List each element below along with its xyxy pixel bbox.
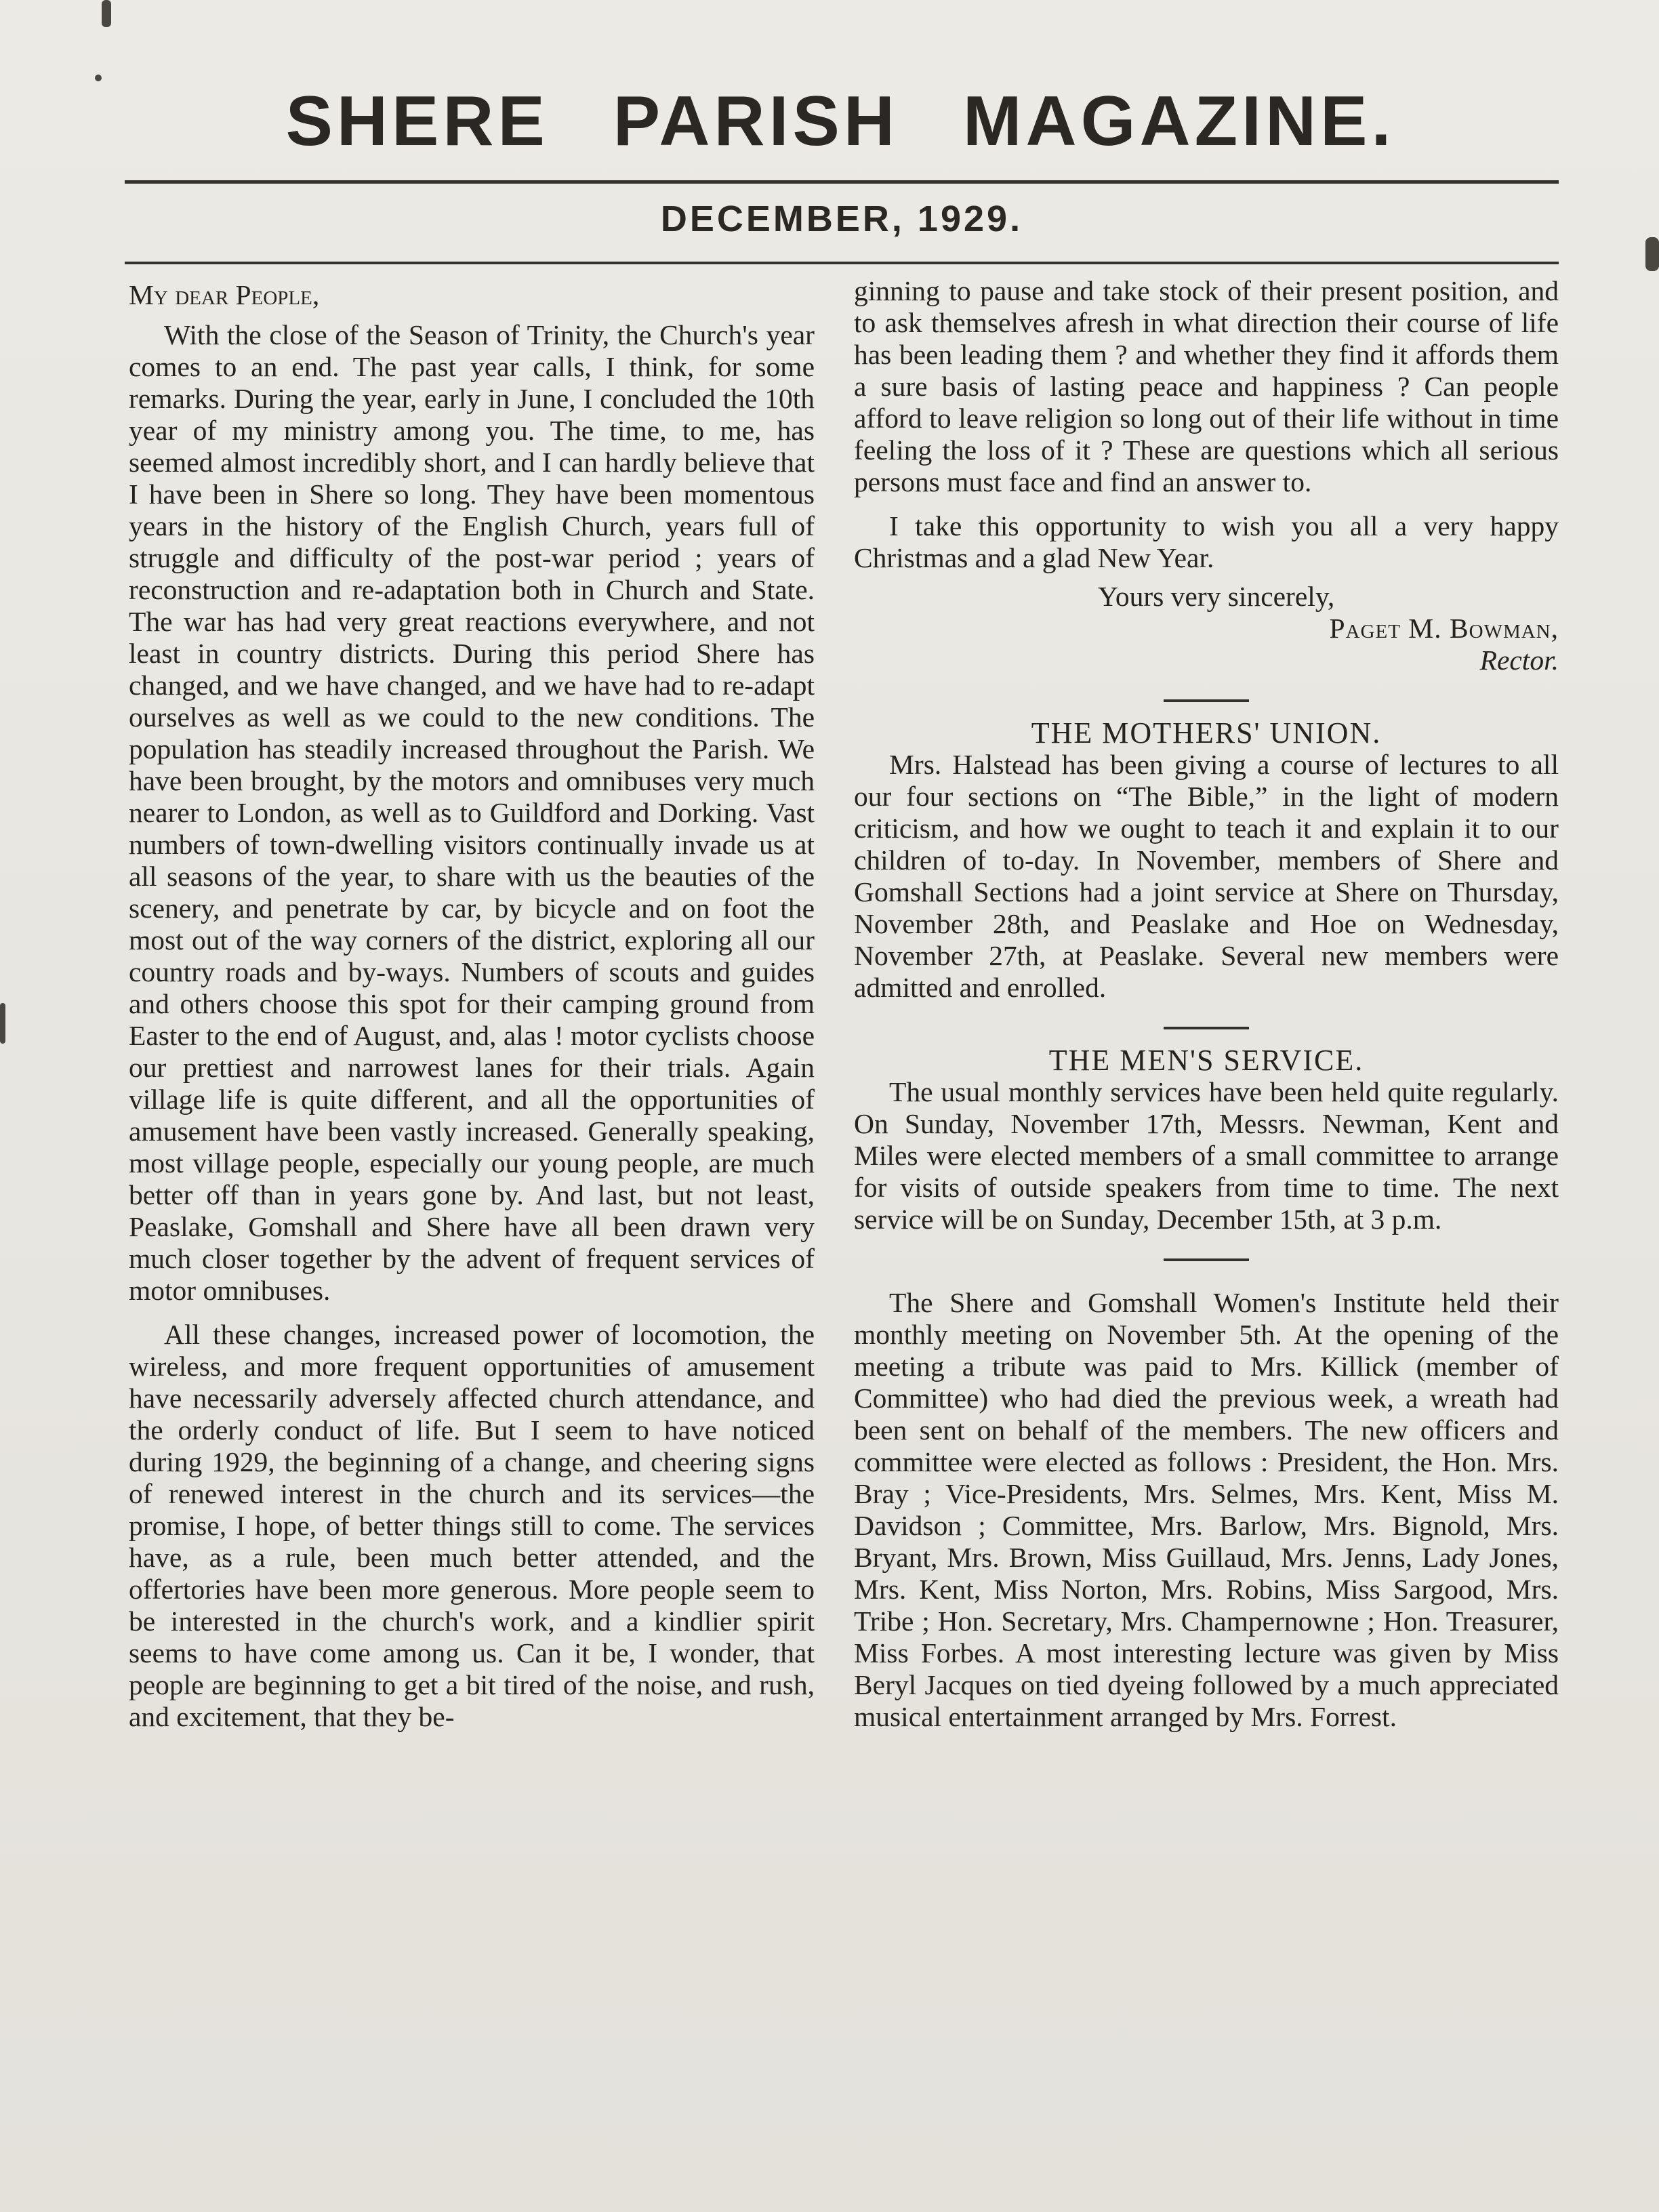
letter-salutation: My dear People,: [129, 279, 320, 310]
mothers-union-heading: THE MOTHERS' UNION.: [1031, 716, 1382, 750]
ink-speck: [0, 1003, 5, 1044]
mens-service-heading: THE MEN'S SERVICE.: [1048, 1044, 1364, 1077]
ink-speck: [95, 75, 102, 81]
mothers-union-body: Mrs. Halstead has been giving a course of lectures to all our four sections on “The Bible,” in the light of modern criticism, and how we ought to teach it and explain it to our children of to-day. In November, members of Shere and Gomshall Sections had a joint service at Shere on Thursday, November 28th, and Peaslake and Hoe on Wednesday, November 27th, at Peaslake. Several new members were admitted and enrolled.: [854, 749, 1559, 1003]
section-divider: [1164, 1258, 1249, 1261]
header-rule: [125, 262, 1559, 264]
issue-date: DECEMBER, 1929.: [660, 199, 1023, 239]
section-divider: [1164, 699, 1249, 702]
letter-paragraph: I take this opportunity to wish you all a very happy Christmas and a glad New Year.: [854, 510, 1559, 573]
letter-signatory-title: Rector.: [1479, 644, 1559, 676]
womens-institute-body: The Shere and Gomshall Women's Institute held their monthly meeting on November 5th. At the opening of the meeting a tribute was paid to Mrs. Killick (member of Committee) who had died the previous week, a wreath had been sent on behalf of the members. The new officers and committee were elected as follows : President, the Hon. Mrs. Bray ; Vice-Presidents, Mrs. Selmes, Mrs. Kent, Miss M. Davidson ; Committee, Mrs. Barlow, Mrs. Bignold, Mrs. Bryant, Mrs. Brown, Miss Guillaud, Mrs. Jenns, Lady Jones, Mrs. Kent, Miss Norton, Mrs. Robins, Miss Sargood, Mrs. Tribe ; Hon. Secretary, Mrs. Champernowne ; Hon. Treasurer, Miss Forbes. A most interesting lecture was given by Miss Beryl Jacques on tied dyeing followed by a much appreciated musical entertainment arranged by Mrs. Forrest.: [854, 1287, 1559, 1732]
mens-service-body: The usual monthly services have been held quite regularly. On Sunday, November 17th, Messrs. Newman, Kent and Miles were elected members of a small committee to arrange for visits of outside speakers from time to time. The next service will be on Sunday, December 15th, at 3 p.m.: [854, 1076, 1559, 1235]
letter-signature: Paget M. Bowman,: [1329, 613, 1559, 644]
header-rule: [125, 180, 1559, 184]
masthead-title: SHERE PARISH MAGAZINE.: [285, 82, 1395, 161]
left-column: [129, 279, 815, 1733]
section-divider: [1164, 1027, 1249, 1029]
letter-paragraph: All these changes, increased power of locomotion, the wireless, and more frequent opportunities of amusement have necessarily adversely affected church attendance, and the orderly conduct of life. But I seem to have noticed during 1929, the beginning of a change, and cheering signs of renewed interest in the church and its services—the promise, I hope, of better things still to come. The services have, as a rule, been much better attended, and the offertories have been more generous. More people seem to be interested in the church's work, and a kindlier spirit seems to have come among us. Can it be, I wonder, that people are beginning to get a bit tired of the noise, and rush, and excitement, that they be-: [129, 1319, 815, 1732]
right-column: [854, 275, 1559, 1733]
ink-speck: [1645, 237, 1659, 271]
letter-closing: Yours very sincerely,: [1098, 581, 1335, 612]
ink-speck: [102, 0, 111, 27]
letter-paragraph-continued: ginning to pause and take stock of their present position, and to ask themselves afresh in what direction their course of life has been leading them ? and whether they find it affords them a sure basis of lasting peace and happiness ? Can people afford to leave religion so long out of their life without in time feeling the loss of it ? These are questions which all serious persons must face and find an answer to.: [854, 275, 1559, 497]
letter-paragraph: With the close of the Season of Trinity, the Church's year comes to an end. The past year calls, I think, for some remarks. During the year, early in June, I concluded the 10th year of my ministry among you. The time, to me, has seemed almost incredibly short, and I can hardly believe that I have been in Shere so long. They have been momentous years in the history of the English Church, years full of struggle and difficulty of the post-war period ; years of reconstruction and re-adaptation both in Church and State. The war has had very great reactions everywhere, and not least in country districts. During this period Shere has changed, and we have changed, and we have had to re-adapt ourselves as well as we could to the new conditions. The population has steadily increased throughout the Parish. We have been brought, by the motors and omnibuses very much nearer to London, as well as to Guildford and Dorking. Vast numbers of town-dwelling visitors continually invade us at all seasons of the year, to share with us the beauties of the scenery, and penetrate by car, by bicycle and on foot the most out of the way corners of the district, exploring all our country roads and by-ways. Numbers of scouts and guides and others choose this spot for their camping ground from Easter to the end of August, and, alas ! motor cyclists choose our prettiest and narrowest lanes for their trials. Again village life is quite different, and all the opportunities of amusement have been vastly increased. Generally speaking, most village people, especially our young people, are much better off than in years gone by. And last, but not least, Peaslake, Gomshall and Shere have all been drawn very much closer together by the advent of frequent services of motor omnibuses.: [129, 319, 815, 1306]
